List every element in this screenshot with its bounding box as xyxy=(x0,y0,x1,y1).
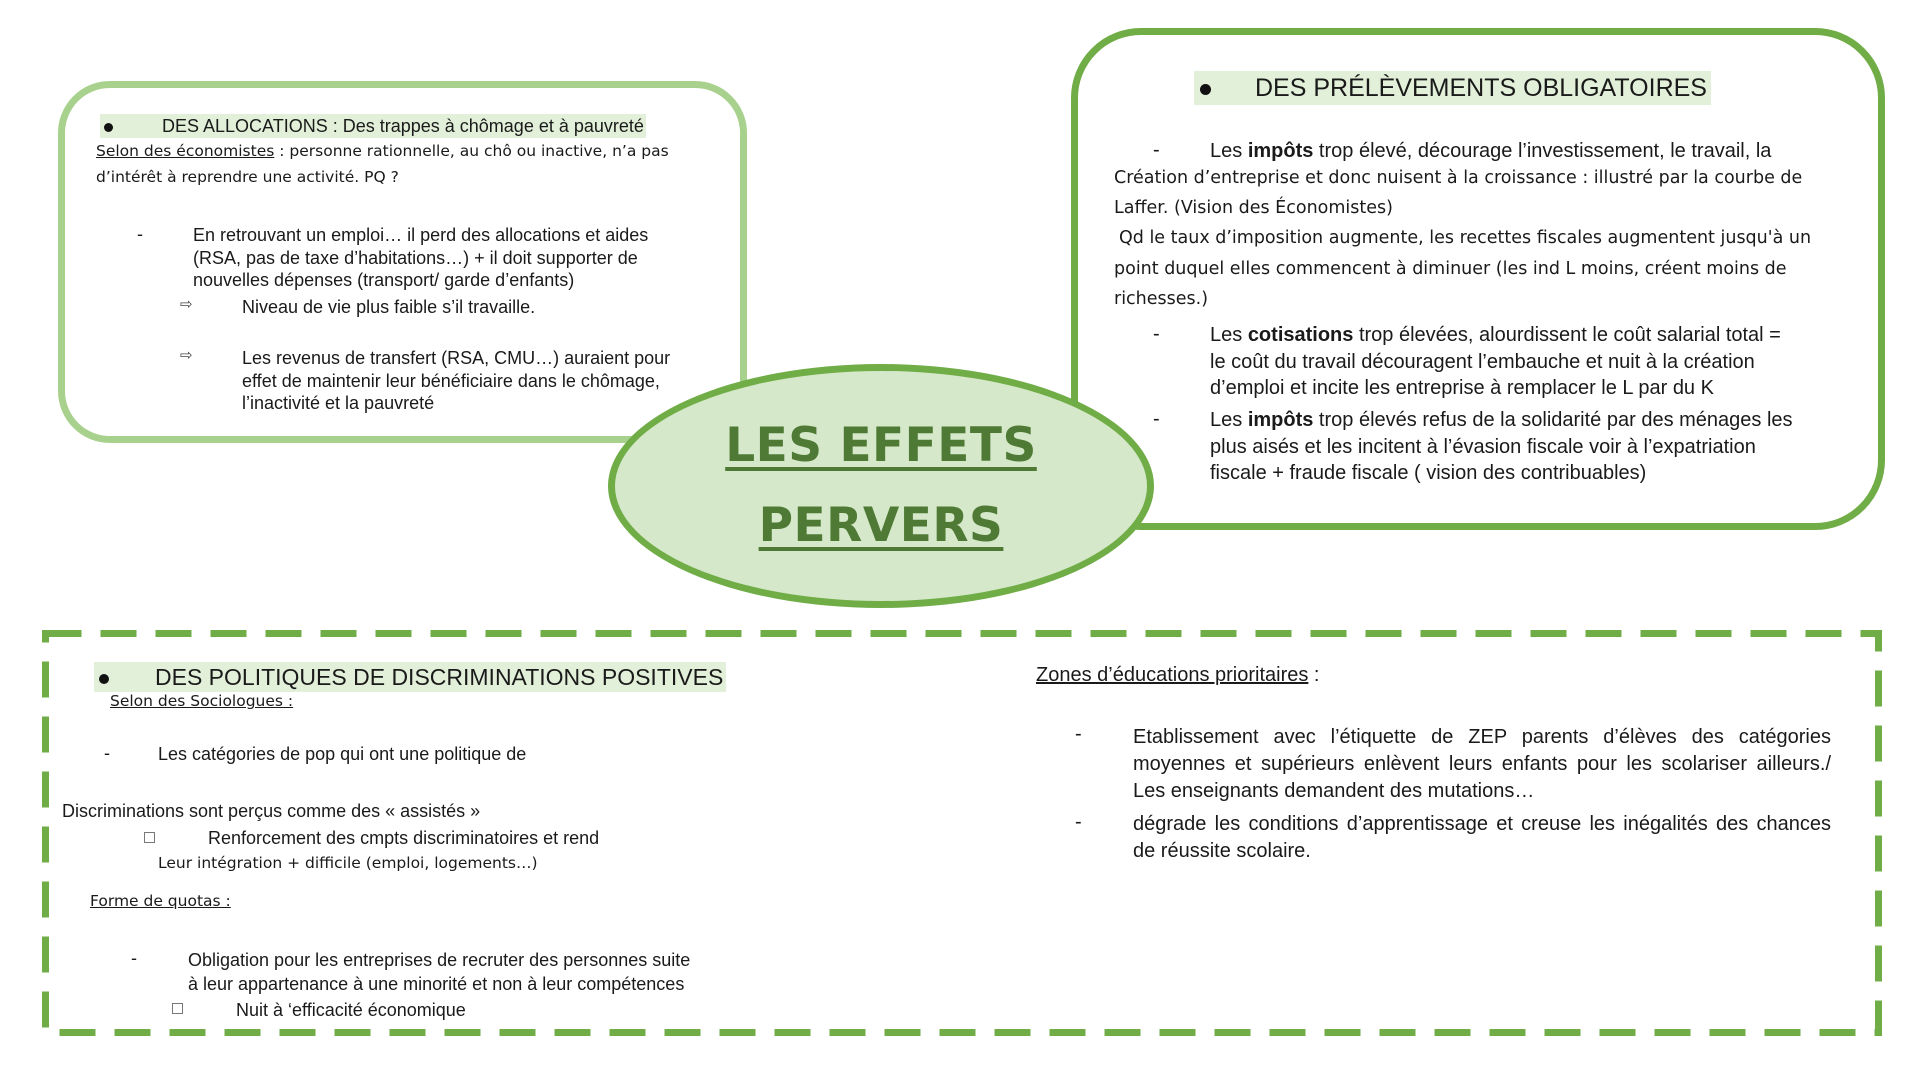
central-title-ellipse xyxy=(608,364,1154,608)
zep-dash: - xyxy=(1075,723,1082,745)
allocations-intro-label: Selon des économistes xyxy=(96,142,275,160)
p3-bold: impôts xyxy=(1247,409,1314,431)
discriminations-nuit: Nuit à ‘efficacité économique xyxy=(236,1000,466,1020)
bullet-icon xyxy=(1200,84,1211,95)
discriminations-integration: Leur intégration + difficile (emploi, logements…) xyxy=(158,854,538,872)
prelevements-p2-line1 xyxy=(1210,324,1781,347)
discriminations-sociologues: Selon des Sociologues : xyxy=(110,692,294,710)
prelevements-p1-line2: Création d’entreprise et donc nuisent à la croissance : illustré par la courbe de xyxy=(1114,168,1803,188)
allocations-sub1: Niveau de vie plus faible s’il travaille. xyxy=(242,297,536,317)
checkbox-icon xyxy=(172,1003,183,1014)
allocations-sub2-line2: effet de maintenir leur bénéficiaire dans le chômage, xyxy=(242,371,660,391)
discriminations-renforcement: Renforcement des cmpts discriminatoires et rend xyxy=(208,828,600,848)
prelevements-p3-line2: plus aisés et les incitent à l’évasion fiscale voir à l’expatriation xyxy=(1210,436,1756,458)
allocations-point-line2: (RSA, pas de taxe d’habitations…) + il doit supporter de xyxy=(193,248,638,268)
discriminations-cat-line: Les catégories de pop qui ont une politique de xyxy=(158,744,527,764)
zep-colon: : xyxy=(1308,664,1320,686)
prelevements-p1-line5: point duquel elles commencent à diminuer (les ind L moins, créent moins de xyxy=(1114,259,1787,279)
prelevements-p2-line2: le coût du travail découragent l’embauche et nuit à la création xyxy=(1210,351,1755,373)
zep-p2: dégrade les conditions d’apprentissage et creuse les inégalités des chances de réussite scolaire. xyxy=(1133,813,1831,862)
discriminations-quotas: Forme de quotas : xyxy=(90,892,231,910)
p3-pre: Les xyxy=(1210,409,1248,431)
allocations-intro-line1 xyxy=(96,142,669,160)
prelevements-p3-line1 xyxy=(1210,409,1793,432)
prelevements-p3-line3: fiscale + fraude fiscale ( vision des contribuables) xyxy=(1210,462,1647,484)
discriminations-heading-text: DES POLITIQUES DE DISCRIMINATIONS POSITIVES xyxy=(155,664,724,690)
prelevements-heading xyxy=(1194,74,1711,103)
allocations-heading-text: DES ALLOCATIONS : Des trappes à chômage et à pauvreté xyxy=(162,116,644,136)
discriminations-oblig-line2: à leur appartenance à une minorité et non à leur compétences xyxy=(188,974,685,994)
p1-post: trop élevé, décourage l’investissement, le travail, la xyxy=(1313,140,1772,162)
p3-post: trop élevés refus de la solidarité par des ménages les xyxy=(1313,409,1793,431)
main-title-line1: LES EFFETS xyxy=(725,418,1037,473)
discriminations-dash: - xyxy=(131,948,137,968)
prelevements-heading-text: DES PRÉLÈVEMENTS OBLIGATOIRES xyxy=(1255,74,1707,102)
discriminations-heading xyxy=(94,664,726,691)
allocations-sub2-line1: Les revenus de transfert (RSA, CMU…) auraient pour xyxy=(242,348,671,368)
prelevements-p1-line3: Laffer. (Vision des Économistes) xyxy=(1114,198,1393,218)
prelevements-dash: - xyxy=(1153,408,1160,430)
discriminations-oblig-line1: Obligation pour les entreprises de recruter des personnes suite xyxy=(188,950,691,970)
main-title-line2: PERVERS xyxy=(758,498,1004,553)
discriminations-assistes: Discriminations sont perçus comme des « assistés » xyxy=(62,801,481,821)
arrow-icon: ⇨ xyxy=(180,347,193,364)
allocations-intro-line2: d’intérêt à reprendre une activité. PQ ? xyxy=(96,168,399,186)
allocations-point-line3: nouvelles dépenses (transport/ garde d’enfants) xyxy=(193,270,575,290)
allocations-intro-text: : personne rationnelle, au chô ou inactive, n’a pas xyxy=(274,142,669,160)
prelevements-p1-line4: Qd le taux d’imposition augmente, les recettes fiscales augmentent jusqu'à un xyxy=(1119,228,1812,248)
discriminations-dash: - xyxy=(104,743,110,763)
prelevements-p1-line6: richesses.) xyxy=(1114,289,1209,309)
p1-pre: Les xyxy=(1210,140,1248,162)
allocations-point-line1: En retrouvant un emploi… il perd des allocations et aides xyxy=(193,225,649,245)
p1-bold: impôts xyxy=(1247,140,1314,162)
zep-dash: - xyxy=(1075,811,1082,833)
allocations-dash: - xyxy=(137,224,143,244)
bullet-icon xyxy=(104,123,113,132)
allocations-heading xyxy=(100,116,646,137)
p2-post: trop élevées, alourdissent le coût salarial total = xyxy=(1353,324,1781,346)
p2-pre: Les xyxy=(1210,324,1248,346)
prelevements-dash: - xyxy=(1153,139,1160,161)
zep-p1: Etablissement avec l’étiquette de ZEP parents d’élèves des catégories moyennes et supérieurs enlèvent leurs enfants pour les scolariser ailleurs./ Les enseignants demandent des mutations… xyxy=(1133,726,1831,802)
p2-bold: cotisations xyxy=(1247,324,1354,346)
prelevements-p1-line1 xyxy=(1210,140,1771,163)
bullet-icon xyxy=(99,674,109,684)
zep-label-text: Zones d’éducations prioritaires xyxy=(1036,664,1309,686)
prelevements-p2-line3: d’emploi et incite les entreprise à remplacer le L par du K xyxy=(1210,377,1714,399)
zep-label xyxy=(1036,664,1320,687)
arrow-icon: ⇨ xyxy=(180,296,193,313)
allocations-sub2-line3: l’inactivité et la pauvreté xyxy=(242,393,435,413)
prelevements-dash: - xyxy=(1153,323,1160,345)
checkbox-icon xyxy=(144,832,155,843)
